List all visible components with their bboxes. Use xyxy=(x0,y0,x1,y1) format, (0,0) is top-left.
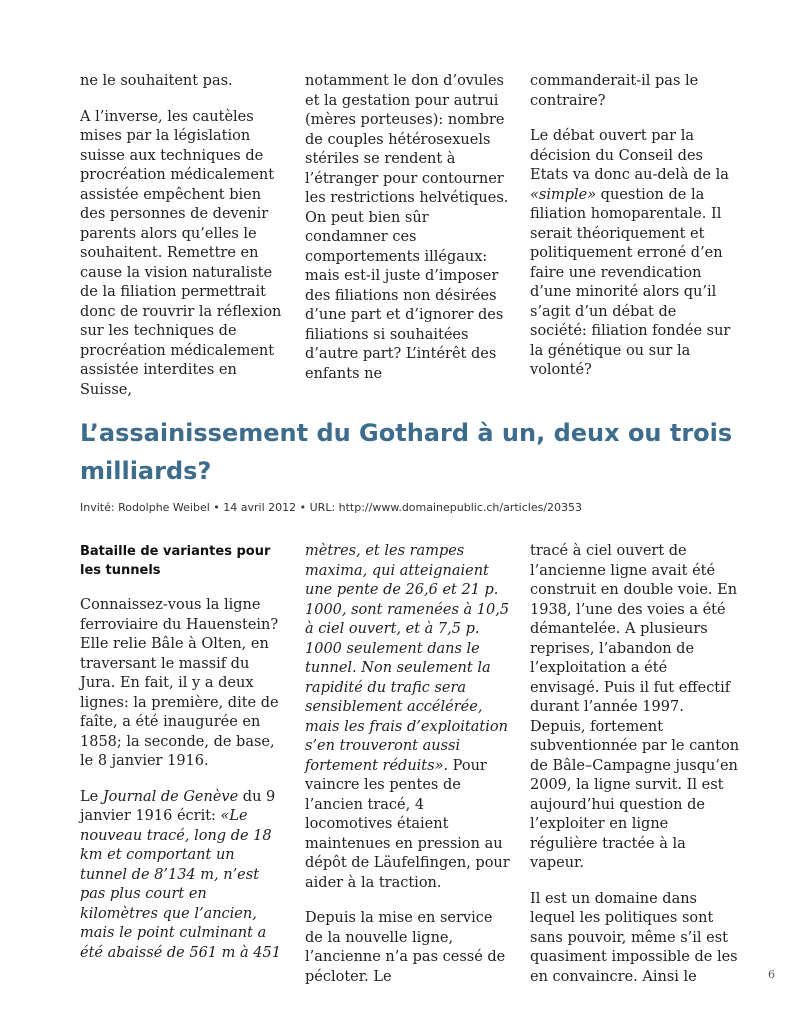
article-meta: Invité: Rodolphe Weibel • 14 avril 2012 • URL: http://www.domainepublic.ch/articles/20353 xyxy=(80,501,583,514)
newspaper-name: Journal de Genève xyxy=(102,788,239,805)
paragraph: commanderait-il pas le contraire? xyxy=(530,73,699,109)
text-column-1 xyxy=(80,542,285,963)
text-column-3 xyxy=(530,72,735,381)
paragraph: Connaissez-vous la ligne ferroviaire du Hauenstein? Elle relie Bâle à Olten, en traversant le massif du Jura. En fait, il y a deux lignes: la première, dite de faîte, a été inaugurée en 1858; la seconde, de base, le 8 janvier 1916. xyxy=(80,597,279,769)
paragraph: A l’inverse, les cautèles mises par la législation suisse aux techniques de procréation médicalement assistée empêchent bien des personnes de devenir parents alors qu’elles le souhaitent. Remettre en cause la vision naturaliste de la filiation permettrait donc de rouvrir la réflexion sur les techniques de procréation médicalement assistée interdites en Suisse, xyxy=(80,108,282,398)
text-run: du 9 janvier 1916 écrit: xyxy=(80,788,276,824)
article-title: L’assainissement du Gothard à un, deux ou trois milliards? xyxy=(80,419,733,485)
paragraph: Il est un domaine dans lequel les politiques sont sans pouvoir, même s’il est quasiment impossible de les en convaincre. Ainsi le xyxy=(530,890,738,985)
page-number: 6 xyxy=(768,968,775,981)
paragraph xyxy=(305,542,510,893)
quotation: mètres, et les rampes maxima, qui atteignaient une pente de 26,6 et 21 p. 1000, sont ramenées à 10,5 à ciel ouvert, et à 7,5 p. 1000 seulement dans le tunnel. Non seulement la rapidité du trafic sera sensiblement accélérée, mais les frais d’exploitation s’en trouveront aussi fortement réduits». xyxy=(305,543,510,774)
text-column-2 xyxy=(305,72,510,384)
paragraph: ne le souhaitent pas. xyxy=(80,73,233,89)
paragraph xyxy=(530,127,735,381)
text-column-3 xyxy=(530,542,740,987)
text-run: question de la filiation homoparentale. Il serait théoriquement et politiquement erroné d’en faire une revendication d’une minorité alors qu’il s’agit d’un débat de société: filiation fondée sur la génétique ou sur la volonté? xyxy=(530,186,731,378)
text-column-1 xyxy=(80,72,285,400)
paragraph xyxy=(80,788,285,964)
quotation: «Le nouveau tracé, long de 18 km et comportant un tunnel de 8’134 m, n’est pas plus court en kilomètres que l’ancien, mais le point culminant a été abaissé de 561 m à 451 xyxy=(80,808,281,961)
paragraph: Depuis la mise en service de la nouvelle ligne, l’ancienne n’a pas cessé de pécloter. Le xyxy=(305,910,506,985)
paragraph: notamment le don d’ovules et la gestation pour autrui (mères porteuses): nombre de couples hétérosexuels stériles se rendent à l’étranger pour contourner les restrictions helvétiques. On peut bien sûr condamner ces comportements illégaux: mais est-il juste d’imposer des filiations non désirées d’une part et d’ignorer des filiations si souhaitées d’autre part? L’intérêt des enfants ne xyxy=(305,73,509,382)
italic-text: «simple» xyxy=(530,186,597,203)
text-run: Pour vaincre les pentes de l’ancien tracé, 4 locomotives étaient maintenues en pression au dépôt de Läufelfingen, pour aider à la traction. xyxy=(305,757,510,891)
text-run: Le débat ouvert par la décision du Conseil des Etats va donc au-delà de la xyxy=(530,128,729,183)
text-run: Le xyxy=(80,788,103,805)
paragraph: tracé à ciel ouvert de l’ancienne ligne avait été construit en double voie. En 1938, l’une des voies a été démantelée. A plusieurs reprises, l’abandon de l’exploitation a été envisagé. Puis il fut effectif durant l’année 1997. Depuis, fortement subventionnée par le canton de Bâle–Campagne jusqu’en 2009, la ligne survit. Il est aujourd’hui question de l’exploiter en ligne régulière tractée à la vapeur. xyxy=(530,543,740,871)
text-column-2 xyxy=(305,542,510,987)
section-subhead: Bataille de variantes pour les tunnels xyxy=(80,544,271,578)
